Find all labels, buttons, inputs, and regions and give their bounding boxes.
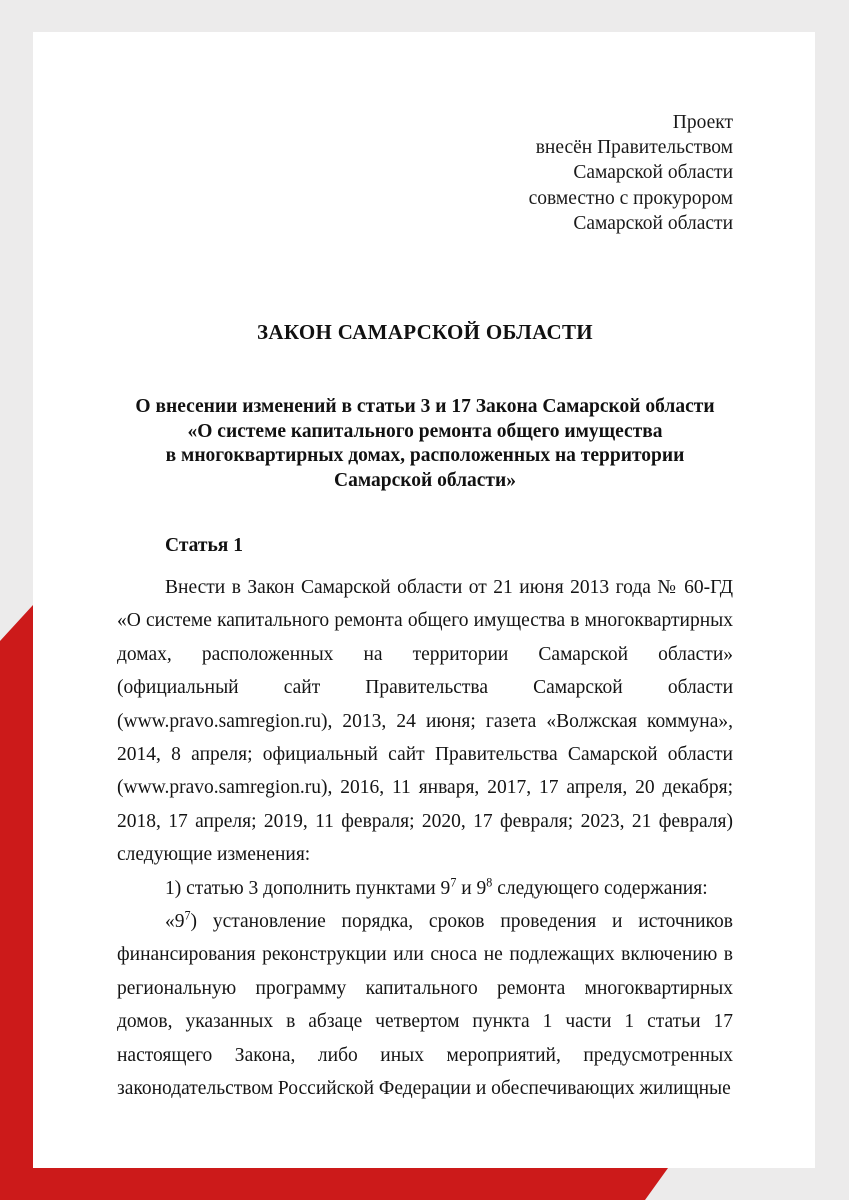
header-line-3: Самарской области [573, 162, 733, 184]
item-1-superscript-b: 8 [486, 875, 493, 890]
item-2-superscript: 7 [184, 908, 191, 923]
header-line-2: внесён Правительством [535, 137, 733, 159]
item-1-prefix: 1) статью 3 дополнить пунктами 9 [165, 877, 451, 899]
header-line-5: Самарской области [573, 212, 733, 234]
item-1-middle: и 9 [456, 877, 487, 899]
subtitle-line-3: в многоквартирных домах, расположенных на территории [165, 445, 685, 466]
left-red-band [0, 605, 33, 1200]
document-header-block [373, 110, 733, 236]
subtitle-line-4: Самарской области» [334, 469, 516, 491]
header-line-1: Проект [672, 112, 733, 133]
header-line-4: совместно с прокурором [528, 187, 733, 209]
document-body [117, 571, 733, 1106]
document-page [33, 32, 815, 1168]
subtitle-line-2: «О системе капитального ремонта общего имущества [187, 420, 663, 442]
item-2-prefix: «9 [165, 911, 185, 933]
paragraph-intro: Внести в Закон Самарской области от 21 июня 2013 года № 60-ГД «О системе капитального ремонта общего имущества в многоквартирных домах, расположенных на территории Самарской области» (официальный сайт Правительства Самарской области (www.pravo.samregion.ru), 2013, 24 июня; газета «Волжская коммуна», 2014, 8 апреля; официальный сайт Правительства Самарской области (www.pravo.samregion.ru), 2016, 11 января, 2017, 17 апреля, 20 декабря; 2018, 17 апреля; 2019, 11 февраля; 2020, 17 февраля; 2023, 21 февраля) следующие изменения: [117, 577, 733, 866]
paragraph-item-2 [117, 905, 733, 1105]
document-subtitle [117, 395, 733, 493]
item-1-suffix: следующего содержания: [492, 877, 708, 899]
subtitle-line-1: О внесении изменений в статьи 3 и 17 Закона Самарской области [135, 396, 715, 417]
item-1-superscript-a: 7 [450, 875, 457, 890]
paragraph-item-1 [117, 872, 733, 905]
bottom-red-band [0, 1168, 668, 1200]
page-title: ЗАКОН САМАРСКОЙ ОБЛАСТИ [257, 320, 593, 344]
item-2-text: ) установление порядка, сроков проведения и источников финансирования реконструкции или сноса не подлежащих включению в региональную программу капитального ремонта многоквартирных домов, указанных в абзаце четвертом пункта 1 части 1 статьи 17 настоящего Закона, либо иных мероприятий, предусмотренных законодательством Российской Федерации и обеспечивающих жилищные [117, 911, 733, 1100]
article-heading: Статья 1 [165, 535, 243, 556]
document-content [117, 32, 733, 1168]
